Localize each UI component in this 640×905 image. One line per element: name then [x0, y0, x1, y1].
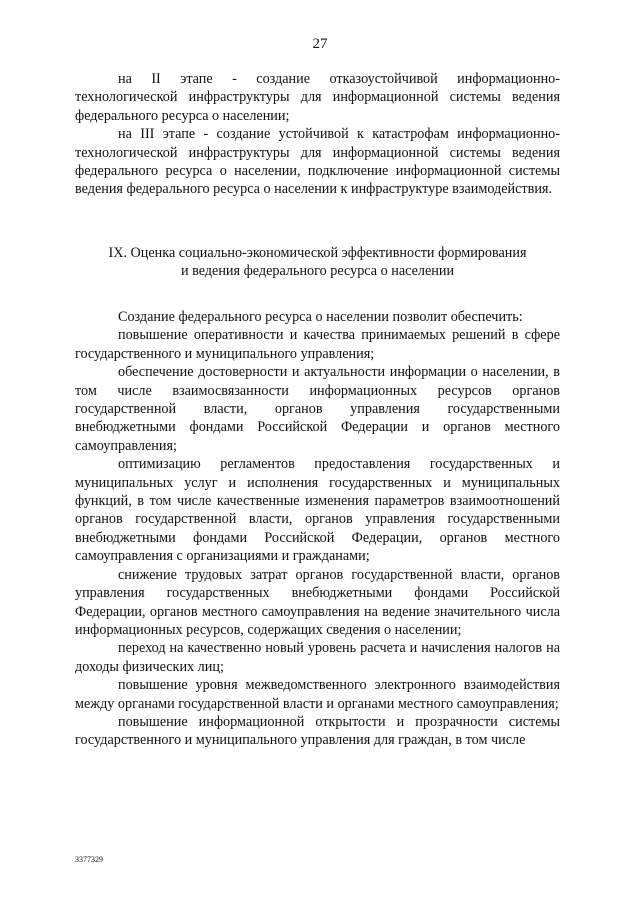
benefit-paragraph: повышение оперативности и качества принимаемых решений в сфере государственного и муниципального управления;	[75, 327, 560, 362]
stage-2-paragraph: на II этапе - создание отказоустойчивой информационно-технологической инфраструктуры для информационной системы ведения федерального ресурса о населении;	[75, 71, 560, 124]
section-heading-line-2: и ведения федерального ресурса о населении	[180, 263, 455, 280]
document-code: 3377329	[75, 855, 103, 864]
stage-3-paragraph: на III этапе - создание устойчивой к катастрофам информационно-технологической инфраструктуры для информационной системы ведения федерального ресурса о населении, подключение информационной системы ведения федерального ресурса о населении к инфраструктуре взаимодействия.	[75, 126, 560, 198]
benefit-paragraph: снижение трудовых затрат органов государственной власти, органов управления государственных внебюджетными фондами Российской Федерации, органов местного самоуправления на ведение значительного числа информационных ресурсов, содержащих сведения о населении;	[75, 566, 560, 638]
benefit-paragraph: повышение информационной открытости и прозрачности системы государственного и муниципального управления для граждан, в том числе	[75, 713, 560, 749]
benefit-paragraph: повышение уровня межведомственного электронного взаимодействия между органами государственной власти и органами местного самоуправления;	[75, 677, 560, 712]
stages-block	[75, 70, 560, 199]
page-number: 27	[312, 36, 328, 52]
benefits-block	[75, 308, 560, 750]
benefit-paragraph: оптимизацию регламентов предоставления государственных и муниципальных услуг и исполнения государственных и муниципальных функций, в том числе качественные изменения параметров взаимоотношений органов государственной власти, органов управления государственными внебюджетными фондами Российской Федерации, органов местного самоуправления с организациями и гражданами;	[75, 456, 560, 565]
benefit-paragraph: переход на качественно новый уровень расчета и начисления налогов на доходы физических лиц;	[75, 640, 560, 675]
section-heading-line-1: IX. Оценка социально-экономической эффективности формирования	[108, 245, 527, 261]
benefit-paragraph: обеспечение достоверности и актуальности информации о населении, в том числе взаимосвязанности информационных ресурсов органов государственной власти, органов управления государственными внебюджетными фондами Российской Федерации и органов местного самоуправления;	[75, 364, 560, 454]
intro-paragraph: Создание федерального ресурса о населении позволит обеспечить:	[118, 309, 523, 325]
section-heading	[75, 244, 560, 281]
